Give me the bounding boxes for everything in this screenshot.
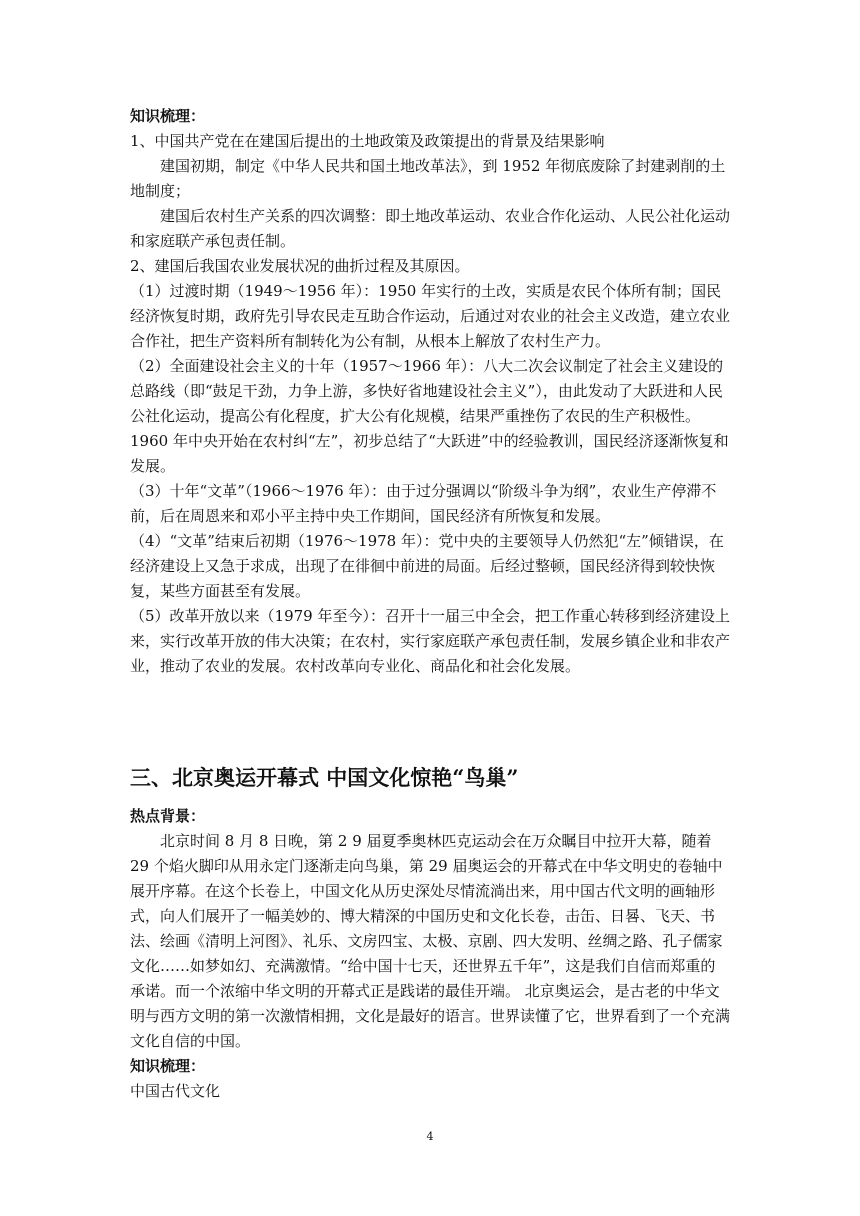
background-heading: 热点背景： xyxy=(130,807,206,825)
period-item-4: （4）“文革”结束后初期（1976～1978 年）：党中央的主要领导人仍然犯“左”倾错误，在经济建设上又急于求成，出现了在徘徊中前进的局面。后经过整顿，国民经济得到较快恢复，某些方面甚至有发展。 xyxy=(130,532,724,600)
period-item-2: （2）全面建设社会主义的十年（1957～1966 年）：八大二次会议制定了社会主义建设的总路线（即“鼓足干劲，力争上游，多快好省地建设社会主义”），由此发动了大跃进和人民公社化运动，提高公有化程度，扩大公有化规模，结果严重挫伤了农民的生产积极性。1960 年中央开始在农村纠“左”，初步总结了“大跃进”中的经验教训，国民经济逐渐恢复和发展。 xyxy=(130,357,729,475)
knowledge-heading-2: 知识梳理： xyxy=(130,1057,206,1075)
period-item-5: （5）改革开放以来（1979 年至今）：召开十一届三中全会，把工作重心转移到经济建设上来，实行改革开放的伟大决策；在农村，实行家庭联产承包责任制，发展乡镇企业和非农产业，推动了农业的发展。农村改革向专业化、商品化和社会化发展。 xyxy=(130,607,731,675)
question-1: 1、中国共产党在在建国后提出的土地政策及政策提出的背景及结果影响 xyxy=(130,132,605,150)
knowledge-block xyxy=(130,104,730,679)
question-2: 2、建国后我国农业发展状况的曲折过程及其原因。 xyxy=(130,257,470,275)
page-number: 4 xyxy=(426,1130,434,1143)
hot-topic-block xyxy=(130,804,730,1104)
paragraph-four-adjustments: 建国后农村生产关系的四次调整：即土地改革运动、农业合作化运动、人民公社化运动和家庭联产承包责任制。 xyxy=(130,207,731,250)
section-title: 三、北京奥运开幕式 中国文化惊艳“鸟巢” xyxy=(130,765,519,790)
knowledge-item: 中国古代文化 xyxy=(130,1082,221,1100)
background-paragraph: 北京时间 8 月 8 日晚，第 2 9 届夏季奥林匹克运动会在万众瞩目中拉开大幕，随着 29 个焰火脚印从用永定门逐渐走向鸟巢，第 29 届奥运会的开幕式在中华文明史的卷轴中展开序幕。在这个长卷上，中国文化从历史深处尽情流淌出来，用中国古代文明的画轴形式，向人们展开了一幅美妙的、博大精深的中国历史和文化长卷，击缶、日晷、飞天、书法、绘画《清明上河图》、礼乐、文房四宝、太极、京剧、四大发明、丝绸之路、孔子儒家文化……如梦如幻、充满激情。“给中国十七天，还世界五千年”，这是我们自信而郑重的承诺。而一个浓缩中华文明的开幕式正是践诺的最佳开端。 北京奥运会，是古老的中华文明与西方文明的第一次激情相拥，文化是最好的语言。世界读懂了它，世界看到了一个充满文化自信的中国。 xyxy=(130,832,731,1050)
paragraph-land-reform: 建国初期，制定《中华人民共和国土地改革法》，到 1952 年彻底废除了封建剥削的土地制度； xyxy=(130,157,726,200)
period-item-3: （3）十年“文革”（1966～1976 年）：由于过分强调以“阶级斗争为纲”，农业生产停滞不前，后在周恩来和邓小平主持中央工作期间，国民经济有所恢复和发展。 xyxy=(130,482,717,525)
knowledge-heading: 知识梳理： xyxy=(130,107,206,125)
period-item-1: （1）过渡时期（1949～1956 年）：1950 年实行的土改，实质是农民个体所有制；国民经济恢复时期，政府先引导农民走互助合作运动，后通过对农业的社会主义改造，建立农业合作社，把生产资料所有制转化为公有制，从根本上解放了农村生产力。 xyxy=(130,282,731,350)
